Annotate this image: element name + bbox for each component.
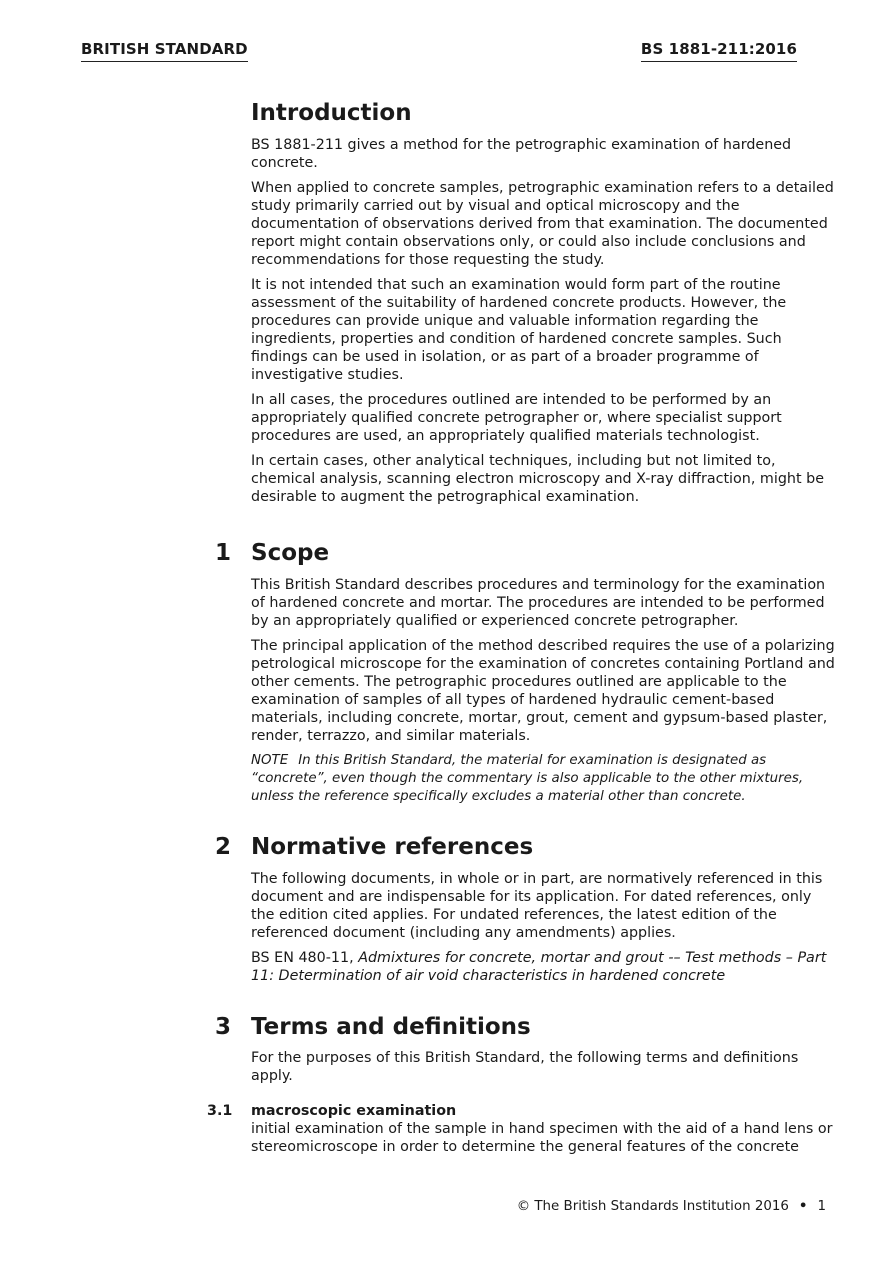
note-label: NOTE	[251, 753, 289, 768]
note-text: In this British Standard, the material for examination is designated as “concrete”, even though the commentary is also applicable to the other mixtures, unless the reference specifically excludes a material other than concrete.	[251, 753, 804, 804]
introduction-paragraph: In certain cases, other analytical techniques, including but not limited to, chemical analysis, scanning electron microscopy and X-ray diffraction, might be desirable to augment the petrographical examination.	[251, 453, 824, 505]
introduction-body	[251, 136, 836, 513]
scope-note	[251, 752, 836, 805]
introduction-heading: Introduction	[251, 100, 412, 126]
page-number: 1	[817, 1199, 826, 1214]
introduction-paragraph: When applied to concrete samples, petrographic examination refers to a detailed study primarily carried out by visual and optical microscopy and the documentation of observations derived from that examination. The documented report might contain observations only, or could also include conclusions and recommendations for those requesting the study.	[251, 180, 834, 268]
introduction-paragraph: BS 1881-211 gives a method for the petrographic examination of hardened concrete.	[251, 137, 792, 171]
reference-code: BS EN 480-11,	[251, 950, 359, 966]
terms-body	[251, 1049, 836, 1092]
introduction-paragraph: It is not intended that such an examination would form part of the routine assessment of the suitability of hardened concrete products. However, the procedures can provide unique and valuable information regarding the ingredients, properties and condition of hardened concrete samples. Such findings can be used in isolation, or as part of a broader programme of investigative studies.	[251, 277, 787, 383]
terms-section-number: 3	[214, 1014, 231, 1040]
running-header-right: BS 1881-211:2016	[641, 40, 797, 62]
term-entry	[251, 1102, 836, 1163]
term-name: macroscopic examination	[251, 1103, 457, 1119]
scope-paragraph: This British Standard describes procedures and terminology for the examination of hardened concrete and mortar. The procedures are intended to be performed by an appropriately qualified or experienced concrete petrographer.	[251, 577, 826, 629]
terms-heading: Terms and definitions	[251, 1014, 531, 1040]
scope-heading: Scope	[251, 540, 330, 566]
bullet-separator-icon: •	[798, 1199, 808, 1214]
normative-references-body	[251, 870, 836, 992]
scope-paragraph: The principal application of the method described requires the use of a polarizing petrological microscope for the examination of concretes containing Portland and other cements. The petrographic procedures outlined are applicable to the examination of samples of all types of hardened hydraulic cement-based materials, including concrete, mortar, grout, cement and gypsum-based plaster, render, terrazzo, and similar materials.	[251, 638, 835, 744]
normative-references-section-number: 2	[214, 834, 231, 860]
term-clause-number: 3.1	[207, 1103, 233, 1119]
page-footer	[517, 1199, 826, 1214]
normative-references-paragraph: The following documents, in whole or in part, are normatively referenced in this document and are indispensable for its application. For dated references, only the edition cited applies. For undated references, the latest edition of the referenced document (including any amendments) applies.	[251, 871, 823, 941]
introduction-paragraph: In all cases, the procedures outlined are intended to be performed by an appropriately qualified concrete petrographer or, where specialist support procedures are used, an appropriately qualified materials technologist.	[251, 392, 782, 444]
term-definition: initial examination of the sample in hand specimen with the aid of a hand lens or stereomicroscope in order to determine the general features of the concrete	[251, 1121, 833, 1155]
normative-reference-entry	[251, 949, 836, 985]
reference-title: Admixtures for concrete, mortar and grout -– Test methods – Part 11: Determination of air void characteristics in hardened concrete	[251, 950, 827, 984]
normative-references-heading: Normative references	[251, 834, 534, 860]
scope-section-number: 1	[214, 540, 231, 566]
running-header-left: BRITISH STANDARD	[81, 40, 248, 62]
terms-paragraph: For the purposes of this British Standard, the following terms and definitions apply.	[251, 1050, 799, 1084]
scope-body	[251, 576, 836, 812]
copyright-notice: © The British Standards Institution 2016	[516, 1199, 789, 1214]
